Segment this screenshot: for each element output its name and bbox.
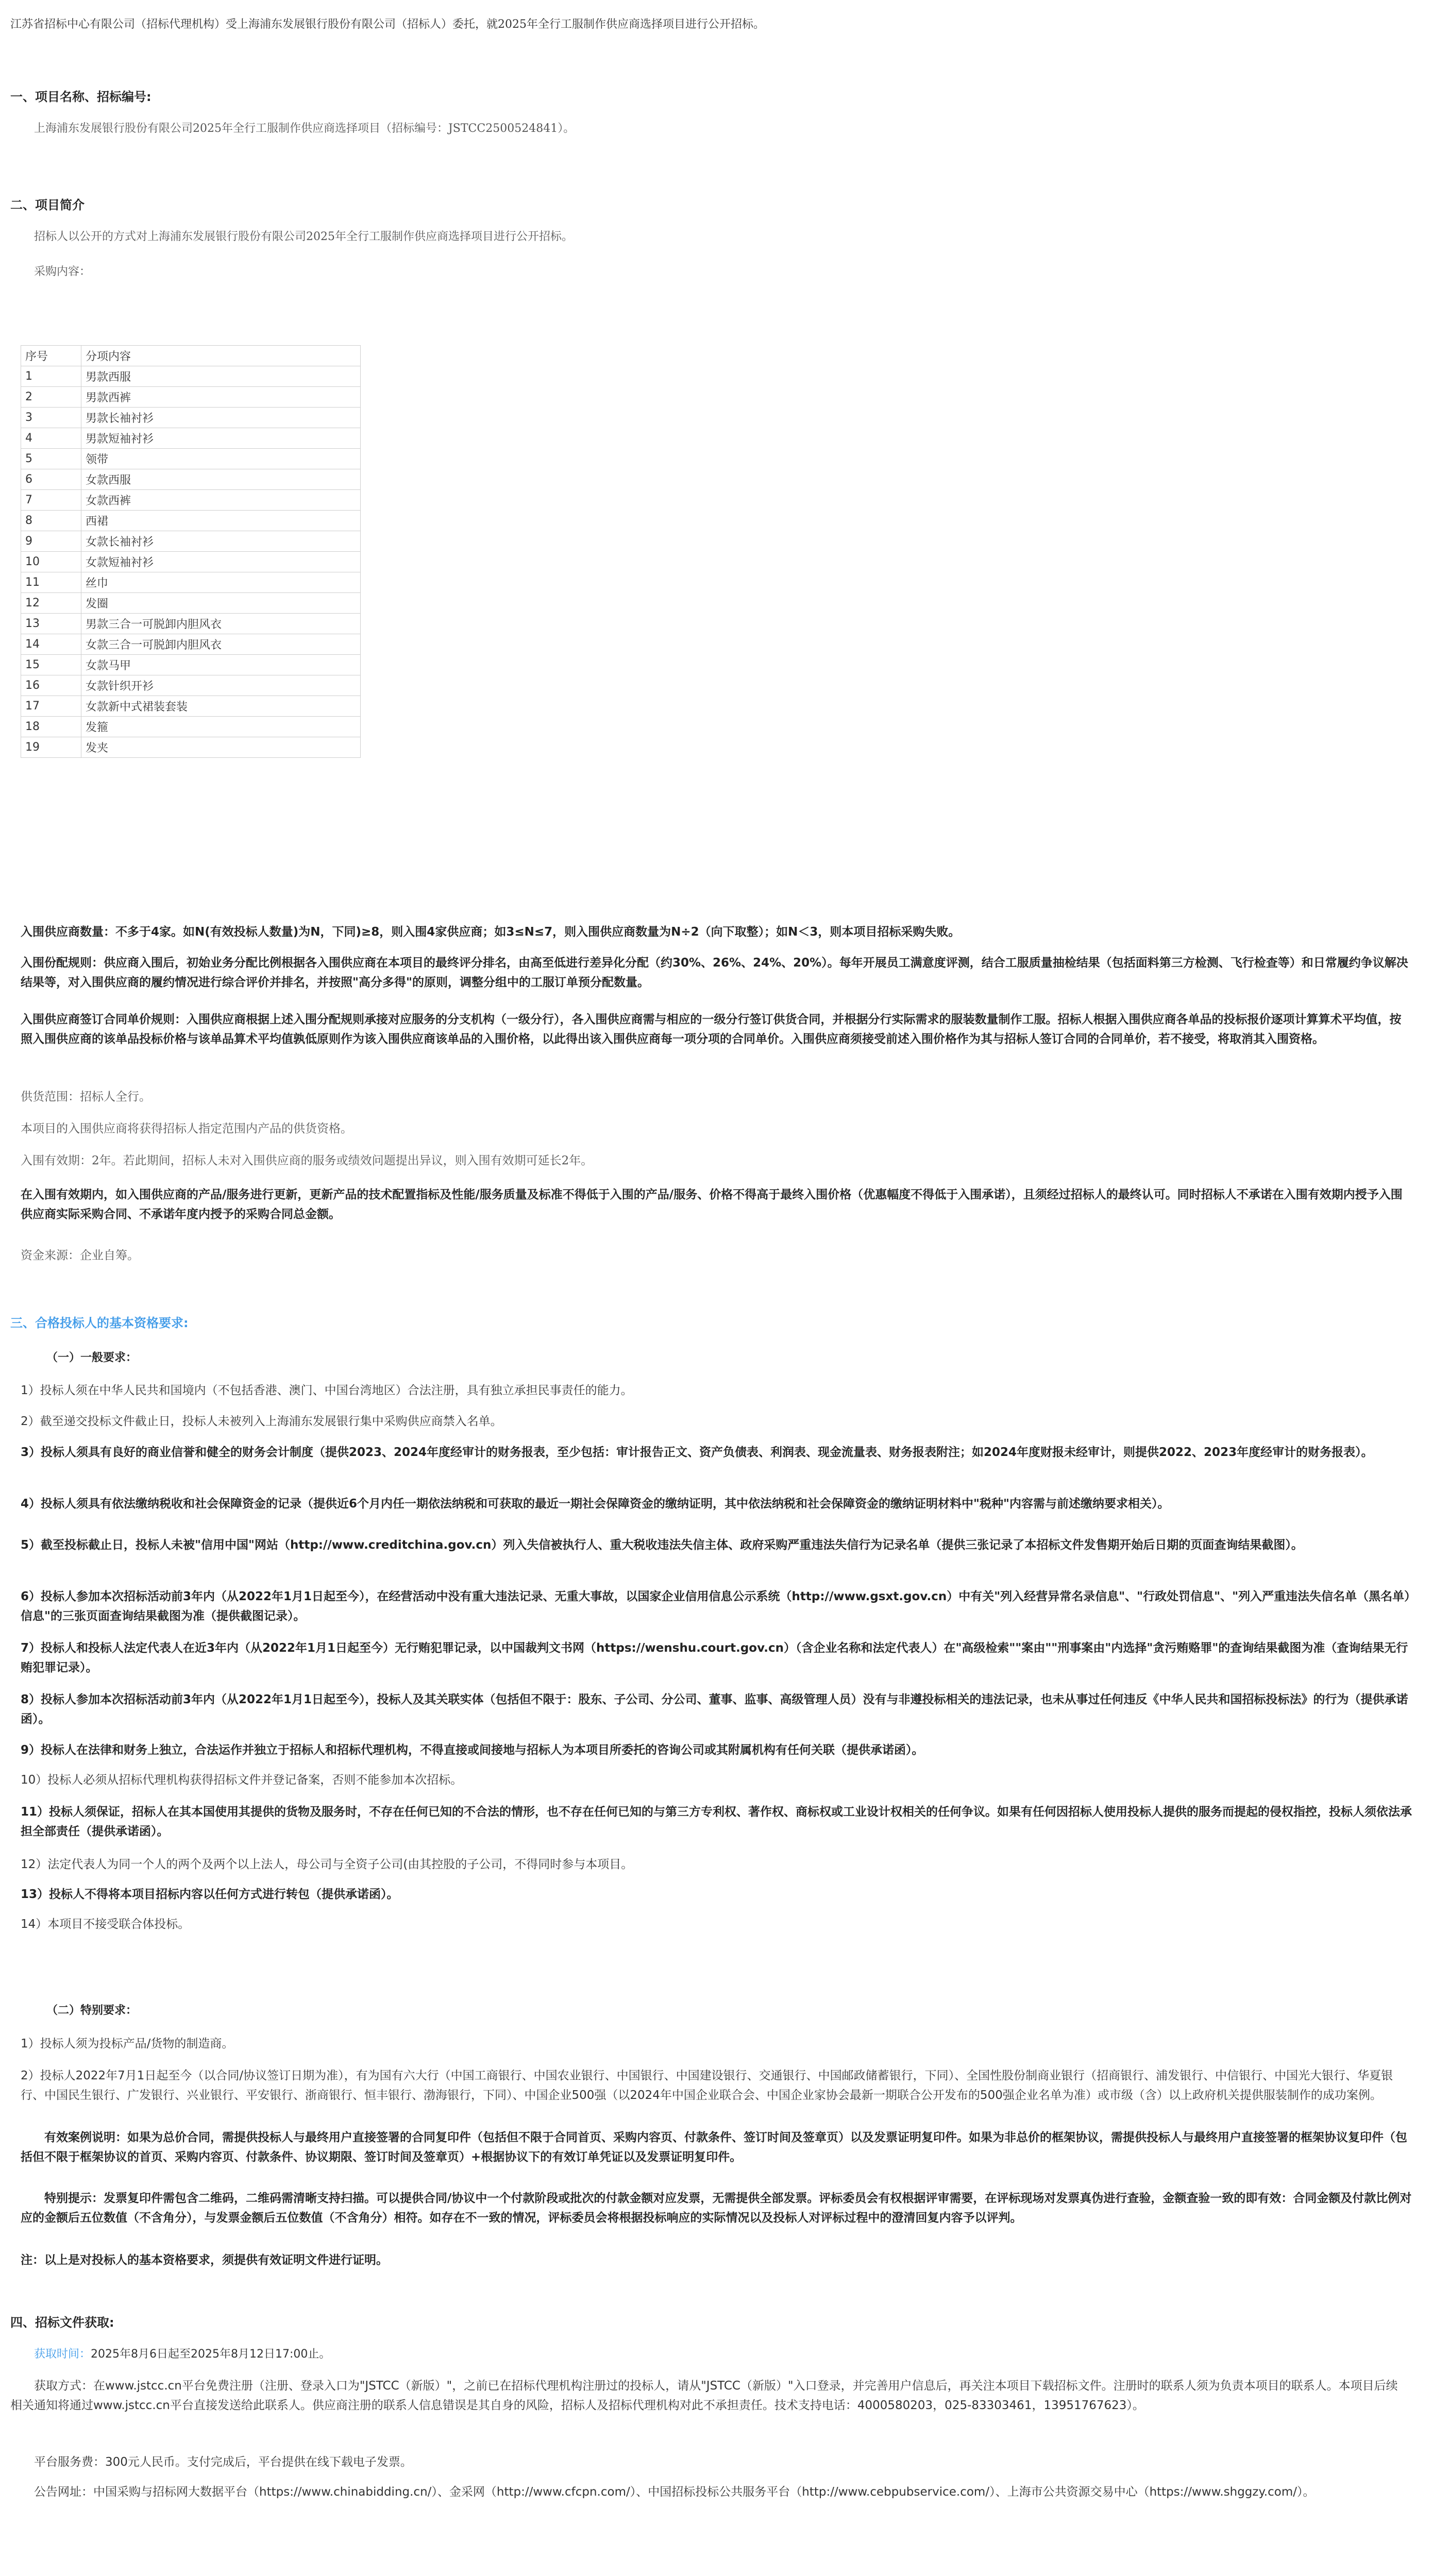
table-cell-number: 11 [21,572,81,593]
section-1-title: 一、项目名称、招标编号: [10,90,151,104]
table-cell-item: 女款马甲 [81,655,361,675]
table-cell-item: 女款短袖衬衫 [81,552,361,572]
section-2-body: 招标人以公开的方式对上海浦东发展银行股份有限公司2025年全行工服制作供应商选择项目进行公开招标。 [34,230,573,243]
table-cell-number: 15 [21,655,81,675]
table-header-row [21,346,361,366]
table-cell-number: 14 [21,634,81,655]
table-cell-item: 发夹 [81,737,361,758]
acquisition-time-label: 获取时间： [34,2348,91,2361]
general-requirement-item: 9）投标人在法律和财务上独立，合法运作并独立于招标人和招标代理机构，不得直接或间接地与招标人为本项目所委托的咨询公司或其附属机构有任何关联（提供承诺函）。 [21,1743,924,1757]
table-cell-item: 女款西服 [81,469,361,490]
procurement-table-body [21,346,361,758]
table-row [21,593,361,614]
table-row [21,449,361,469]
table-cell-number: 6 [21,469,81,490]
supply-scope: 供货范围：招标人全行。 [21,1090,151,1104]
general-requirement-item: 7）投标人和投标人法定代表人在近3年内（从2022年1月1日起至今）无行贿犯罪记录，以中国裁判文书网（https://wenshu.court.gov.cn）（含企业名称和法定代表人）在"高级检索""案由""刑事案由"内选择"贪污贿赂罪"的查询结果截图为准（查询结果无行贿犯罪记录）。 [21,1641,1408,1674]
table-cell-number: 序号 [21,346,81,366]
general-requirements-title: （一）一般要求： [46,1351,138,1364]
table-row [21,655,361,675]
table-cell-number: 16 [21,675,81,696]
table-cell-item: 女款长袖衬衫 [81,531,361,552]
general-requirement-item: 11）投标人须保证，招标人在其本国使用其提供的货物及服务时，不存在任何已知的不合法的情形，也不存在任何已知的与第三方专利权、著作权、商标权或工业设计权相关的任何争议。如果有任何因招标人使用投标人提供的服务而提起的侵权指控，投标人须依法承担全部责任（提供承诺函）。 [21,1805,1412,1838]
table-row [21,428,361,449]
share-allocation-rule: 入围份配规则：供应商入围后，初始业务分配比例根据各入围供应商在本项目的最终评分排名，由高至低进行差异化分配（约30%、26%、24%、20%）。每年开展员工满意度评测，结合工服质量抽检结果（包括面料第三方检测、飞行检查等）和日常履约争议解决结果等，对入围供应商的履约情况进行综合评价并排名，并按照"高分多得"的原则，调整分组中的工服订单预分配数量。 [21,956,1408,989]
section-2-title: 二、项目简介 [10,198,85,212]
table-cell-item: 女款针织开衫 [81,675,361,696]
publication-media: 公告网址：中国采购与招标网大数据平台（https://www.chinabidding.cn/）、金采网（http://www.cfcpn.com/）、中国招标投标公共服务平台（http://www.cebpubservice.com/）、上海市公共资源交易中心（https://www.shggzy.com/）。 [34,2485,1315,2499]
special-requirements-title: （二）特别要求： [46,2004,138,2017]
general-requirement-item: 10）投标人必须从招标代理机构获得招标文件并登记备案，否则不能参加本次招标。 [21,1773,463,1787]
table-cell-item: 男款短袖衬衫 [81,428,361,449]
table-cell-number: 9 [21,531,81,552]
table-row [21,737,361,758]
contract-price-rule: 入围供应商签订合同单价规则：入围供应商根据上述入围分配规则承接对应服务的分支机构（一级分行），各入围供应商需与相应的一级分行签订供货合同，并根据分行实际需求的服装数量制作工服。招标人根据入围供应商各单品的投标报价逐项计算算术平均值，按照入围供应商的该单品投标价格与该单品算术平均值孰低原则作为该入围供应商该单品的入围价格，以此得出该入围供应商每一项分项的合同单价。入围供应商须接受前述入围价格作为其与招标人签订合同的合同单价，若不接受，将取消其入围资格。 [21,1013,1402,1046]
table-cell-number: 2 [21,387,81,408]
table-cell-item: 丝巾 [81,572,361,593]
general-requirement-item: 12）法定代表人为同一个人的两个及两个以上法人，母公司与全资子公司(由其控股的子公司，不得同时参与本项目。 [21,1858,633,1871]
special-requirement-item: 2）投标人2022年7月1日起至今（以合同/协议签订日期为准），有为国有六大行（中国工商银行、中国农业银行、中国银行、中国建设银行、交通银行、中国邮政储蓄银行，下同）、全国性股份制商业银行（招商银行、浦发银行、中信银行、中国光大银行、华夏银行、中国民生银行、广发银行、兴业银行、平安银行、浙商银行、恒丰银行、渤海银行，下同）、中国企业500强（以2024年中国企业联合会、中国企业家协会最新一期联合公开发布的500强企业名单为准）或市级（含）以上政府机关提供服装制作的成功案例。 [21,2069,1393,2102]
general-requirement-item: 5）截至投标截止日，投标人未被"信用中国"网站（http://www.creditchina.gov.cn）列入失信被执行人、重大税收违法失信主体、政府采购严重违法失信行为记录名单（提供三张记录了本招标文件发售期开始后日期的页面查询结果截图）。 [21,1538,1303,1552]
general-requirement-item: 8）投标人参加本次招标活动前3年内（从2022年1月1日起至今），投标人及其关联实体（包括但不限于：股东、子公司、分公司、董事、监事、高级管理人员）没有与非遵投标相关的违法记录，也未从事过任何违反《中华人民共和国招标投标法》的行为（提供承诺函）。 [21,1693,1408,1726]
validity-period: 入围有效期：2年。若此期间，招标人未对入围供应商的服务或绩效问题提出异议，则入围有效期可延长2年。 [21,1154,593,1167]
table-cell-item: 男款长袖衬衫 [81,408,361,428]
table-cell-number: 17 [21,696,81,717]
general-requirement-item: 4）投标人须具有依法缴纳税收和社会保障资金的记录（提供近6个月内任一期依法纳税和可获取的最近一期社会保障资金的缴纳证明，其中依法纳税和社会保障资金的缴纳证明材料中"税种"内容需与前述缴纳要求相关）。 [21,1497,1170,1511]
supply-qualification: 本项目的入围供应商将获得招标人指定范围内产品的供货资格。 [21,1122,352,1136]
table-cell-item: 领带 [81,449,361,469]
general-requirement-item: 14）本项目不接受联合体投标。 [21,1918,190,1931]
special-requirement-item: 特别提示：发票复印件需包含二维码，二维码需清晰支持扫描。可以提供合同/协议中一个付款阶段或批次的付款金额对应发票，无需提供全部发票。评标委员会有权根据评审需要，在评标现场对发票真伪进行查验，金额查验一致的即有效：合同金额及付款比例对应的金额后五位数值（不含角分），与发票金额后五位数值（不含角分）相符。如存在不一致的情况，评标委员会将根据投标响应的实际情况以及投标人对评标过程中的澄清回复内容予以评判。 [21,2192,1412,2225]
table-row [21,675,361,696]
table-cell-number: 3 [21,408,81,428]
supplier-count-rule: 入围供应商数量：不多于4家。如N(有效投标人数量)为N，下同)≥8，则入围4家供应商；如3≤N≤7，则入围供应商数量为N÷2（向下取整）；如N＜3，则本项目招标采购失败。 [21,925,960,939]
table-cell-item: 女款三合一可脱卸内胆风衣 [81,634,361,655]
table-cell-item: 发圈 [81,593,361,614]
section-3-title: 三、合格投标人的基本资格要求: [10,1316,189,1330]
general-requirement-item: 3）投标人须具有良好的商业信誉和健全的财务会计制度（提供2023、2024年度经审计的财务报表，至少包括：审计报告正文、资产负债表、利润表、现金流量表、财务报表附注；如2024年度财报未经审计，则提供2022、2023年度经审计的财务报表）。 [21,1446,1373,1459]
table-cell-number: 5 [21,449,81,469]
update-note: 在入围有效期内，如入围供应商的产品/服务进行更新，更新产品的技术配置指标及性能/服务质量及标准不得低于入围的产品/服务、价格不得高于最终入围价格（优惠幅度不得低于入围承诺），且须经过招标人的最终认可。同时招标人不承诺在入围有效期内授予入围供应商实际采购合同、不承诺年度内授予的采购合同总金额。 [21,1188,1403,1221]
general-requirement-item: 13）投标人不得将本项目招标内容以任何方式进行转包（提供承诺函）。 [21,1888,399,1901]
table-row [21,696,361,717]
table-cell-item: 分项内容 [81,346,361,366]
table-cell-number: 19 [21,737,81,758]
table-cell-number: 8 [21,511,81,531]
section-1-body: 上海浦东发展银行股份有限公司2025年全行工服制作供应商选择项目（招标编号：JSTCC2500524841）。 [34,122,575,135]
table-cell-item: 女款新中式裙装套装 [81,696,361,717]
table-cell-item: 男款三合一可脱卸内胆风衣 [81,614,361,634]
general-requirement-item: 2）截至递交投标文件截止日，投标人未被列入上海浦东发展银行集中采购供应商禁入名单。 [21,1415,502,1428]
table-cell-item: 男款西服 [81,366,361,387]
table-row [21,634,361,655]
table-cell-number: 12 [21,593,81,614]
intro-text: 江苏省招标中心有限公司（招标代理机构）受上海浦东发展银行股份有限公司（招标人）委托，就2025年全行工服制作供应商选择项目进行公开招标。 [10,18,765,31]
section-4-title: 四、招标文件获取: [10,2315,114,2330]
table-row [21,614,361,634]
table-cell-number: 18 [21,717,81,737]
general-requirement-item: 1）投标人须在中华人民共和国境内（不包括香港、澳门、中国台湾地区）合法注册，具有独立承担民事责任的能力。 [21,1384,633,1397]
platform-fee: 平台服务费：300元人民币。支付完成后，平台提供在线下载电子发票。 [34,2455,412,2469]
procurement-content-label: 采购内容： [34,265,91,278]
special-requirement-item: 1）投标人须为投标产品/货物的制造商。 [21,2037,234,2050]
table-row [21,387,361,408]
acquisition-method: 获取方式：在www.jstcc.cn平台免费注册（注册、登录入口为"JSTCC（新版）"，之前已在招标代理机构注册过的投标人，请从"JSTCC（新版）"入口登录，并完善用户信息后，再关注本项目下载招标文件。注册时的联系人须为负责本项目的联系人。本项目后续相关通知将通过www.jstcc.cn平台直接发送给此联系人。供应商注册的联系人信息错误是其自身的风险，招标人及招标代理机构对此不承担责任。技术支持电话：4000580203，025-83303461，13951767623）。 [10,2379,1398,2412]
table-cell-item: 女款西裤 [81,490,361,511]
special-requirement-item: 有效案例说明：如果为总价合同，需提供投标人与最终用户直接签署的合同复印件（包括但不限于合同首页、采购内容页、付款条件、签订时间及签章页）以及发票证明复印件。如果为非总价的框架协议，需提供投标人与最终用户直接签署的框架协议复印件（包括但不限于框架协议的首页、采购内容页、付款条件、协议期限、签订时间及签章页）+根据协议下的有效订单凭证以及发票证明复印件。 [21,2131,1407,2164]
table-cell-number: 4 [21,428,81,449]
table-cell-item: 男款西裤 [81,387,361,408]
table-row [21,490,361,511]
general-requirement-item: 6）投标人参加本次招标活动前3年内（从2022年1月1日起至今），在经营活动中没有重大违法记录、无重大事故，以国家企业信用信息公示系统（http://www.gsxt.gov.cn）中有关"列入经营异常名录信息"、"行政处罚信息"、"列入严重违法失信名单（黑名单）信息"的三张页面查询结果截图为准（提供截图记录）。 [21,1590,1410,1623]
table-row [21,408,361,428]
table-row [21,552,361,572]
table-cell-number: 7 [21,490,81,511]
acquisition-time-value: 2025年8月6日起至2025年8月12日17:00止。 [91,2348,331,2361]
table-row [21,572,361,593]
special-requirement-item: 注：以上是对投标人的基本资格要求，须提供有效证明文件进行证明。 [21,2253,388,2267]
table-cell-number: 13 [21,614,81,634]
table-row [21,511,361,531]
table-cell-number: 1 [21,366,81,387]
table-row [21,531,361,552]
table-cell-item: 西裙 [81,511,361,531]
acquisition-time [34,2345,330,2364]
table-row [21,717,361,737]
table-row [21,469,361,490]
procurement-table [21,345,361,758]
table-cell-number: 10 [21,552,81,572]
table-cell-item: 发箍 [81,717,361,737]
funds-source: 资金来源：企业自筹。 [21,1249,139,1262]
table-row [21,366,361,387]
